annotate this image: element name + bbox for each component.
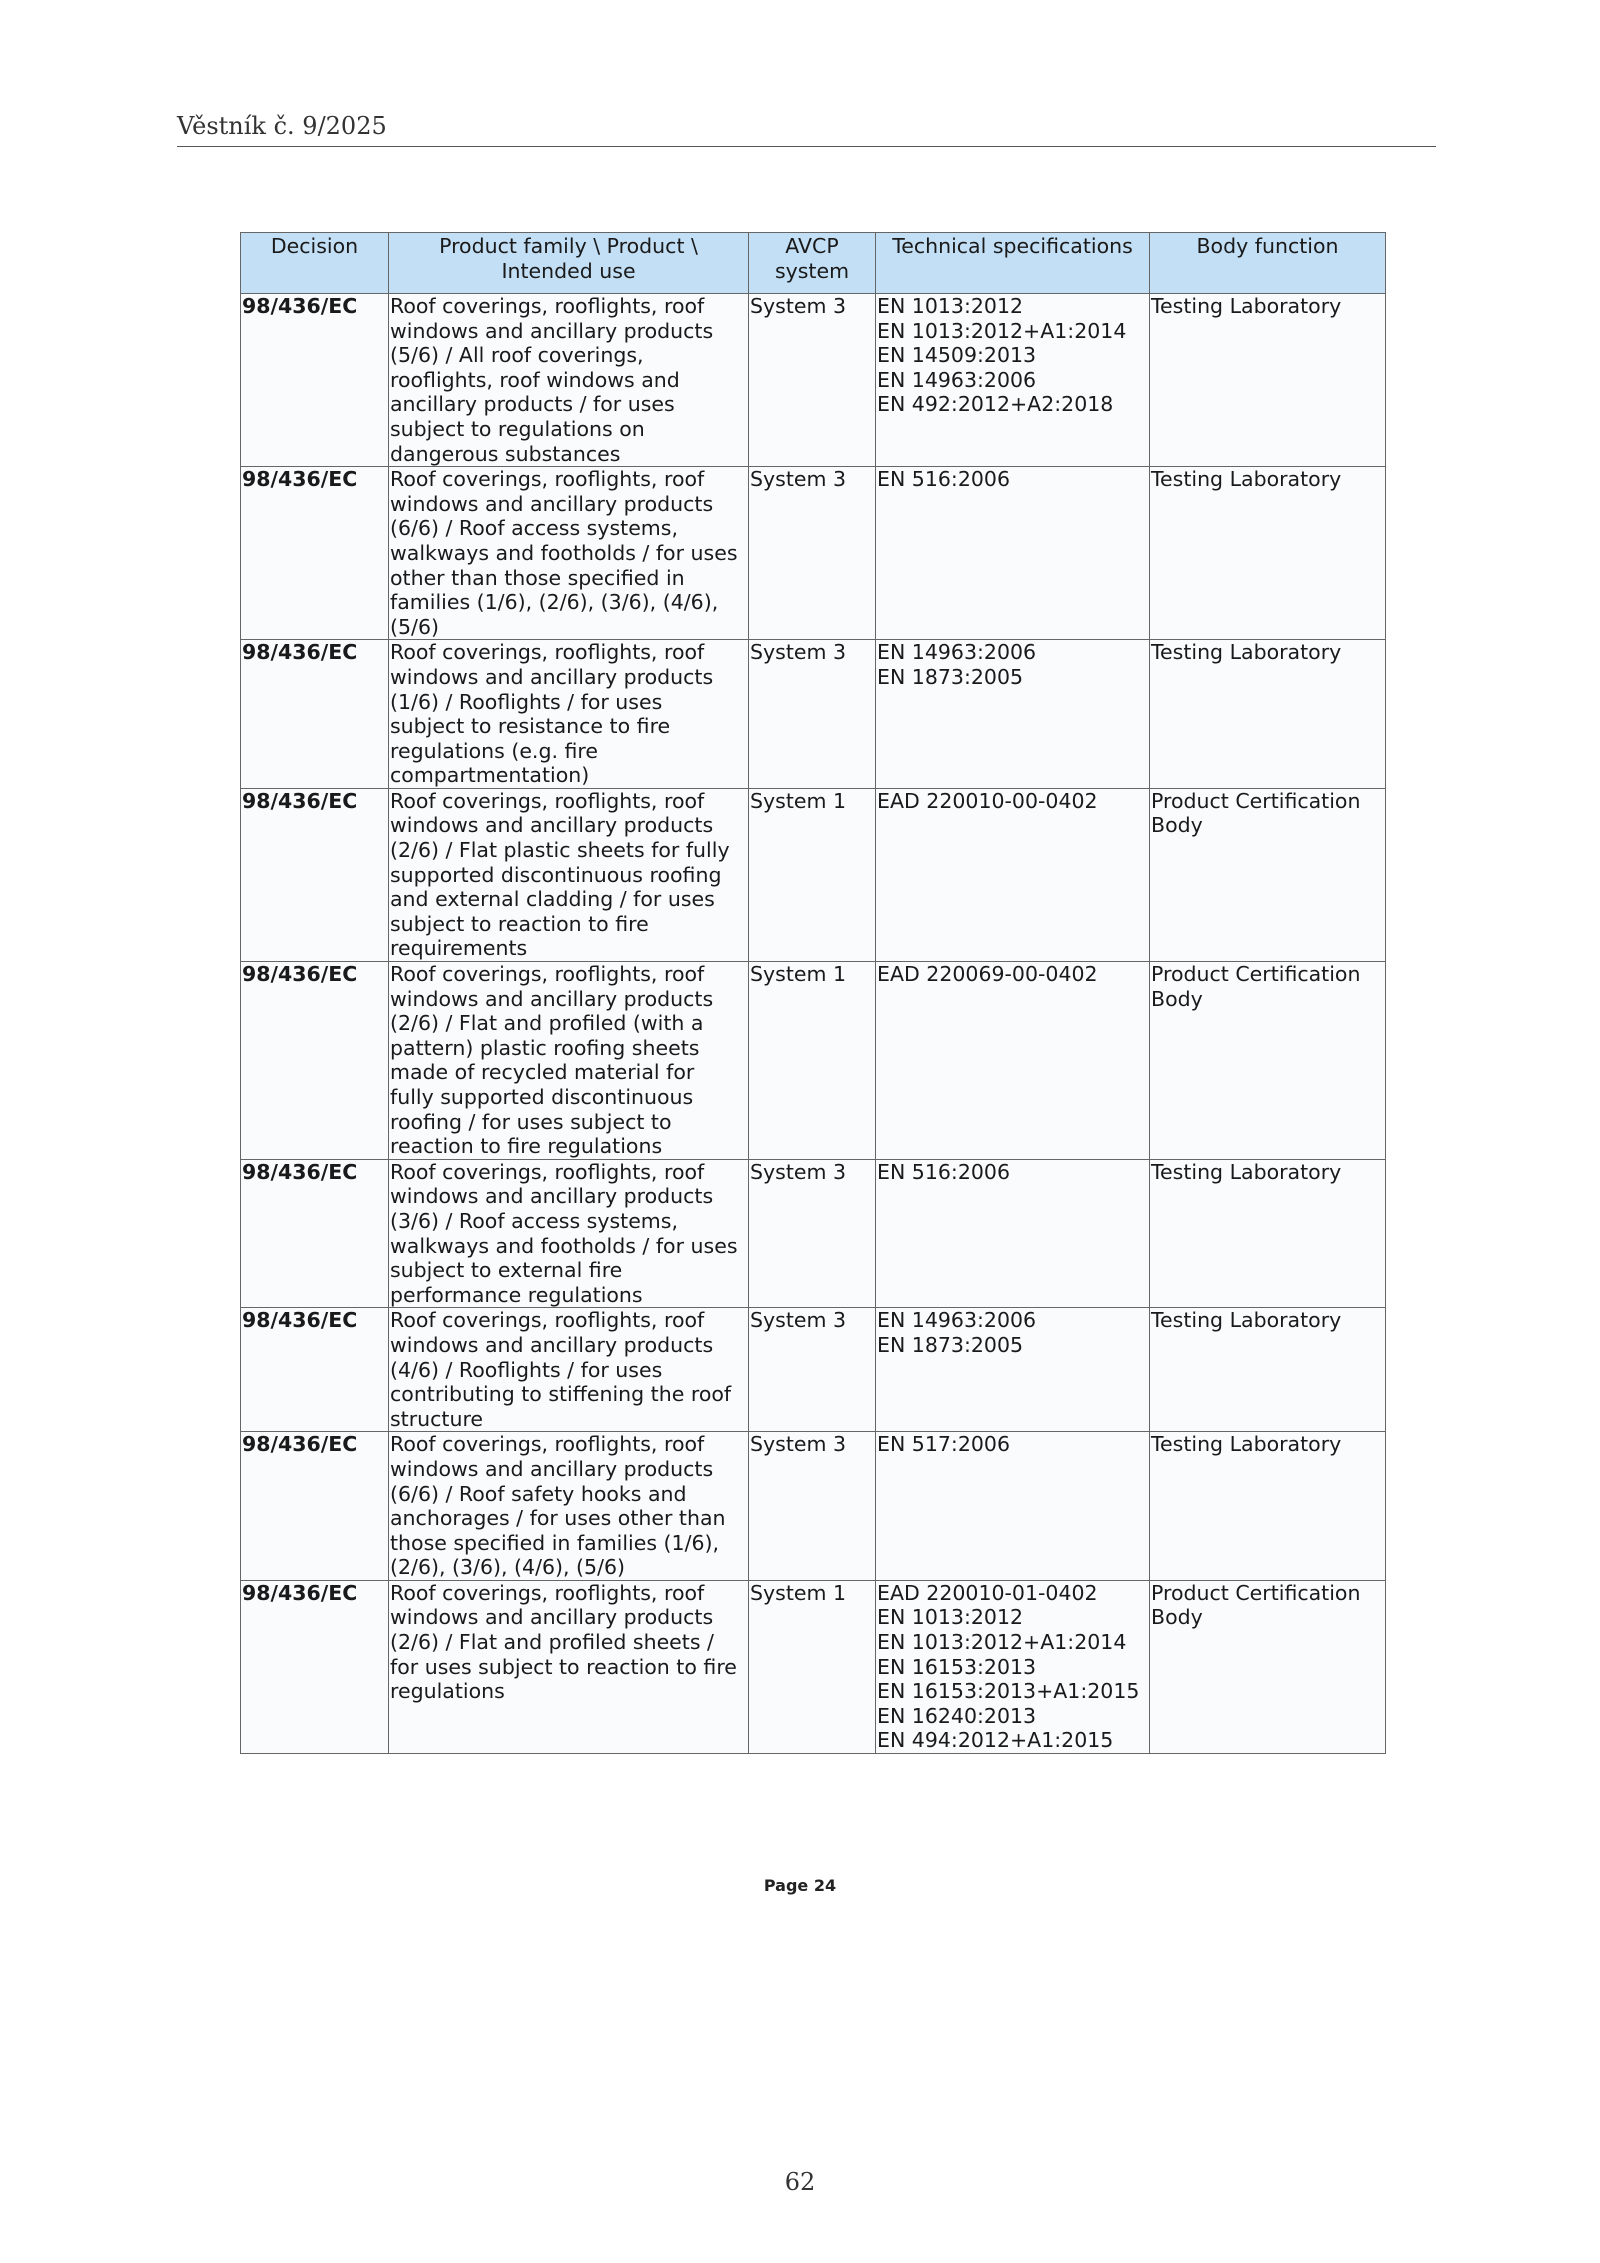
technical-specs-cell bbox=[876, 294, 1150, 467]
body-function-cell bbox=[1150, 1159, 1386, 1308]
spec-line: EN 494:2012+A1:2015 bbox=[877, 1728, 1114, 1753]
avcp-system-cell: System 1 bbox=[749, 788, 876, 961]
product-family-cell bbox=[389, 962, 749, 1160]
product-line: ancillary products / for uses bbox=[390, 392, 675, 417]
spec-line: EN 492:2012+A2:2018 bbox=[877, 392, 1114, 417]
technical-specs-cell bbox=[876, 1580, 1150, 1753]
body-function-line: Product Certification bbox=[1151, 1580, 1361, 1605]
spec-line: EN 14509:2013 bbox=[877, 343, 1037, 368]
product-line: (2/6) / Flat and profiled (with a bbox=[390, 1011, 704, 1036]
body-function-cell bbox=[1150, 467, 1386, 640]
body-function-cell bbox=[1150, 962, 1386, 1160]
table-row bbox=[241, 1580, 1386, 1753]
product-line: and external cladding / for uses bbox=[390, 887, 715, 912]
spec-line: EN 1013:2012 bbox=[877, 294, 1024, 318]
product-line: families (1/6), (2/6), (3/6), (4/6), bbox=[390, 590, 719, 615]
product-line: made of recycled material for bbox=[390, 1060, 695, 1085]
body-function-line: Testing Laboratory bbox=[1151, 640, 1342, 665]
spec-line: EAD 220069-00-0402 bbox=[877, 962, 1098, 987]
product-line: windows and ancillary products bbox=[390, 1184, 714, 1209]
product-line: windows and ancillary products bbox=[390, 1605, 714, 1630]
product-line: subject to reaction to fire bbox=[390, 911, 649, 936]
product-line: (5/6) / All roof coverings, bbox=[390, 343, 644, 368]
column-header-decision: Decision bbox=[241, 233, 389, 294]
page-number: 62 bbox=[784, 2168, 816, 2196]
decision-cell: 98/436/EC bbox=[241, 962, 389, 1160]
body-function-line: Testing Laboratory bbox=[1151, 1159, 1342, 1184]
product-line: anchorages / for uses other than bbox=[390, 1506, 726, 1531]
column-header-specs: Technical specifications bbox=[876, 233, 1150, 294]
table-row bbox=[241, 640, 1386, 789]
avcp-system-cell: System 3 bbox=[749, 294, 876, 467]
product-line: walkways and footholds / for uses bbox=[390, 1233, 738, 1258]
technical-specs-cell bbox=[876, 467, 1150, 640]
product-family-cell bbox=[389, 294, 749, 467]
technical-specs-cell bbox=[876, 1159, 1150, 1308]
product-line: performance regulations bbox=[390, 1282, 643, 1307]
product-line: contributing to stiffening the roof bbox=[390, 1382, 732, 1407]
avcp-system-cell: System 1 bbox=[749, 962, 876, 1160]
product-line: (2/6) / Flat plastic sheets for fully bbox=[390, 838, 730, 863]
product-line: (6/6) / Roof access systems, bbox=[390, 516, 678, 541]
spec-line: EN 516:2006 bbox=[877, 467, 1011, 492]
product-family-cell bbox=[389, 788, 749, 961]
avcp-system-cell: System 3 bbox=[749, 640, 876, 789]
body-function-cell bbox=[1150, 1580, 1386, 1753]
technical-specs-cell bbox=[876, 1432, 1150, 1581]
product-line: subject to resistance to fire bbox=[390, 714, 671, 739]
product-line: Roof coverings, rooflights, roof bbox=[390, 1308, 705, 1333]
spec-line: EN 1013:2012+A1:2014 bbox=[877, 1630, 1127, 1655]
spec-line: EN 1013:2012+A1:2014 bbox=[877, 318, 1127, 343]
spec-line: EN 1873:2005 bbox=[877, 1332, 1024, 1357]
spec-line: EAD 220010-01-0402 bbox=[877, 1580, 1098, 1605]
product-line: walkways and footholds / for uses bbox=[390, 540, 738, 565]
column-header-avcp: AVCP system bbox=[749, 233, 876, 294]
avcp-system-cell: System 3 bbox=[749, 1159, 876, 1308]
body-function-cell bbox=[1150, 1308, 1386, 1432]
decision-cell: 98/436/EC bbox=[241, 1159, 389, 1308]
product-line: Roof coverings, rooflights, roof bbox=[390, 962, 705, 987]
certification-table bbox=[240, 232, 1386, 1754]
technical-specs-cell bbox=[876, 962, 1150, 1160]
product-line: Roof coverings, rooflights, roof bbox=[390, 640, 705, 665]
spec-line: EN 517:2006 bbox=[877, 1432, 1011, 1457]
decision-cell: 98/436/EC bbox=[241, 294, 389, 467]
product-line: for uses subject to reaction to fire bbox=[390, 1654, 737, 1679]
product-line: Roof coverings, rooflights, roof bbox=[390, 788, 705, 813]
spec-line: EAD 220010-00-0402 bbox=[877, 788, 1098, 813]
column-header-body: Body function bbox=[1150, 233, 1386, 294]
decision-cell: 98/436/EC bbox=[241, 788, 389, 961]
product-line: regulations bbox=[390, 1679, 505, 1704]
body-function-line: Body bbox=[1151, 986, 1203, 1011]
product-family-cell bbox=[389, 640, 749, 789]
product-line: (4/6) / Rooflights / for uses bbox=[390, 1357, 663, 1382]
product-line: subject to external fire bbox=[390, 1258, 623, 1283]
product-family-cell bbox=[389, 1308, 749, 1432]
product-line: windows and ancillary products bbox=[390, 1332, 714, 1357]
product-line: other than those specified in bbox=[390, 565, 685, 590]
product-family-cell bbox=[389, 1432, 749, 1581]
product-line: Roof coverings, rooflights, roof bbox=[390, 294, 705, 318]
page-label: Page 24 bbox=[763, 1876, 837, 1895]
spec-line: EN 16153:2013+A1:2015 bbox=[877, 1679, 1140, 1704]
product-line: regulations (e.g. fire bbox=[390, 738, 598, 763]
product-line: requirements bbox=[390, 936, 528, 961]
product-line: windows and ancillary products bbox=[390, 1456, 714, 1481]
table-row bbox=[241, 1308, 1386, 1432]
technical-specs-cell bbox=[876, 788, 1150, 961]
body-function-line: Testing Laboratory bbox=[1151, 1432, 1342, 1457]
body-function-cell bbox=[1150, 788, 1386, 961]
body-function-line: Product Certification bbox=[1151, 788, 1361, 813]
product-line: compartmentation) bbox=[390, 763, 590, 788]
spec-line: EN 14963:2006 bbox=[877, 367, 1037, 392]
running-head-title: Věstník č. 9/2025 bbox=[177, 112, 387, 140]
product-line: structure bbox=[390, 1406, 484, 1431]
product-family-cell bbox=[389, 467, 749, 640]
product-line: those specified in families (1/6), bbox=[390, 1530, 720, 1555]
product-line: rooflights, roof windows and bbox=[390, 367, 680, 392]
avcp-system-cell: System 1 bbox=[749, 1580, 876, 1753]
spec-line: EN 14963:2006 bbox=[877, 1308, 1037, 1333]
table-body bbox=[241, 294, 1386, 1754]
decision-cell: 98/436/EC bbox=[241, 467, 389, 640]
body-function-line: Body bbox=[1151, 1605, 1203, 1630]
body-function-line: Testing Laboratory bbox=[1151, 294, 1342, 318]
spec-line: EN 14963:2006 bbox=[877, 640, 1037, 665]
body-function-cell bbox=[1150, 640, 1386, 789]
body-function-line: Testing Laboratory bbox=[1151, 467, 1342, 492]
body-function-line: Body bbox=[1151, 813, 1203, 838]
table-row bbox=[241, 788, 1386, 961]
table-row bbox=[241, 1159, 1386, 1308]
body-function-line: Product Certification bbox=[1151, 962, 1361, 987]
body-function-cell bbox=[1150, 294, 1386, 467]
product-line: (5/6) bbox=[390, 614, 439, 639]
product-line: Roof coverings, rooflights, roof bbox=[390, 467, 705, 492]
table-row bbox=[241, 1432, 1386, 1581]
product-family-cell bbox=[389, 1159, 749, 1308]
product-line: subject to regulations on bbox=[390, 416, 645, 441]
body-function-line: Testing Laboratory bbox=[1151, 1308, 1342, 1333]
product-line: windows and ancillary products bbox=[390, 986, 714, 1011]
avcp-system-cell: System 3 bbox=[749, 1432, 876, 1581]
product-line: (6/6) / Roof safety hooks and bbox=[390, 1481, 687, 1506]
product-line: windows and ancillary products bbox=[390, 664, 714, 689]
product-line: fully supported discontinuous bbox=[390, 1085, 694, 1109]
product-line: pattern) plastic roofing sheets bbox=[390, 1035, 700, 1060]
column-header-product: Product family \ Product \ Intended use bbox=[389, 233, 749, 294]
product-line: Roof coverings, rooflights, roof bbox=[390, 1580, 705, 1605]
product-line: (2/6) / Flat and profiled sheets / bbox=[390, 1630, 714, 1655]
product-line: reaction to fire regulations bbox=[390, 1134, 663, 1159]
product-line: (1/6) / Rooflights / for uses bbox=[390, 689, 663, 714]
technical-specs-cell bbox=[876, 1308, 1150, 1432]
spec-line: EN 1873:2005 bbox=[877, 664, 1024, 689]
product-line: supported discontinuous roofing bbox=[390, 862, 722, 887]
table-row bbox=[241, 962, 1386, 1160]
avcp-system-cell: System 3 bbox=[749, 467, 876, 640]
product-line: Roof coverings, rooflights, roof bbox=[390, 1432, 705, 1457]
product-line: dangerous substances bbox=[390, 441, 621, 466]
product-line: windows and ancillary products bbox=[390, 491, 714, 516]
spec-line: EN 16153:2013 bbox=[877, 1654, 1037, 1679]
spec-line: EN 16240:2013 bbox=[877, 1703, 1037, 1728]
decision-cell: 98/436/EC bbox=[241, 1432, 389, 1581]
decision-cell: 98/436/EC bbox=[241, 1308, 389, 1432]
table-row bbox=[241, 467, 1386, 640]
table-header-row bbox=[241, 233, 1386, 294]
technical-specs-cell bbox=[876, 640, 1150, 789]
product-line: Roof coverings, rooflights, roof bbox=[390, 1159, 705, 1184]
product-family-cell bbox=[389, 1580, 749, 1753]
avcp-system-cell: System 3 bbox=[749, 1308, 876, 1432]
product-line: roofing / for uses subject to bbox=[390, 1109, 672, 1134]
product-line: (3/6) / Roof access systems, bbox=[390, 1208, 678, 1233]
header-divider bbox=[177, 146, 1436, 147]
product-line: (2/6), (3/6), (4/6), (5/6) bbox=[390, 1555, 626, 1580]
product-line: windows and ancillary products bbox=[390, 813, 714, 838]
table-row bbox=[241, 294, 1386, 467]
spec-line: EN 516:2006 bbox=[877, 1159, 1011, 1184]
spec-line: EN 1013:2012 bbox=[877, 1605, 1024, 1630]
decision-cell: 98/436/EC bbox=[241, 1580, 389, 1753]
body-function-cell bbox=[1150, 1432, 1386, 1581]
decision-cell: 98/436/EC bbox=[241, 640, 389, 789]
product-line: windows and ancillary products bbox=[390, 318, 714, 343]
